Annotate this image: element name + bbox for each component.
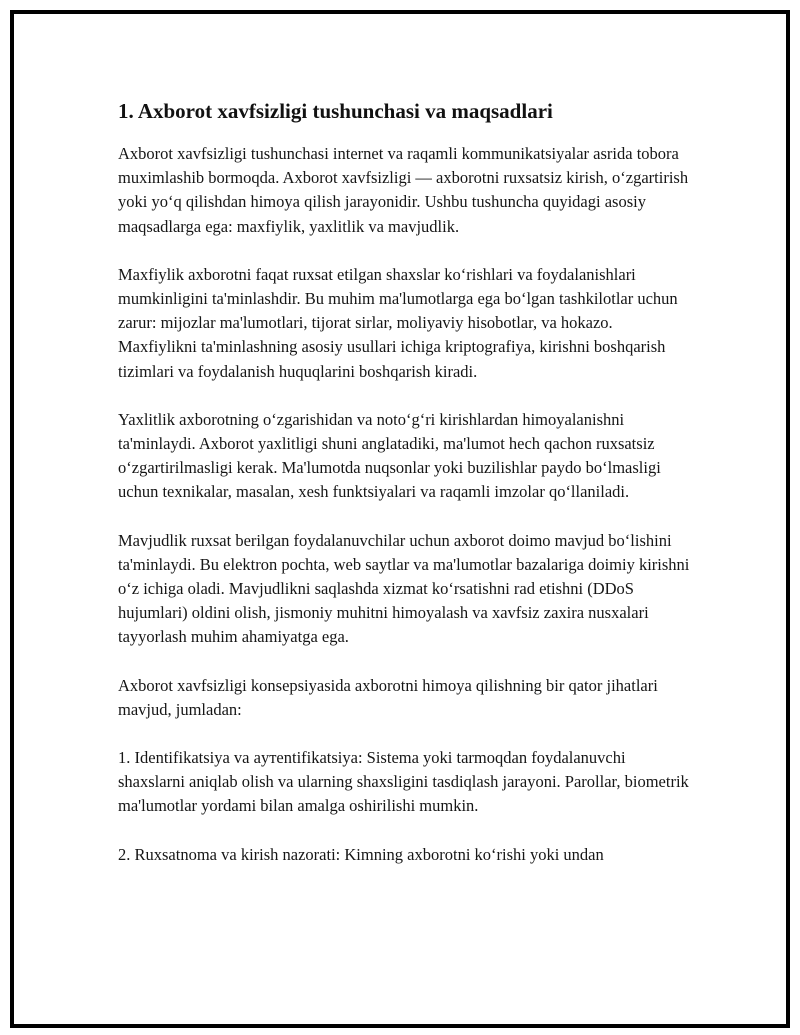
paragraph-aspects-intro: Axborot xavfsizligi konsepsiyasida axborotni himoya qilishning bir qator jihatlari mavjud, jumladan: xyxy=(118,675,658,719)
paragraph-availability: Mavjudlik ruxsat berilgan foydalanuvchilar uchun axborot doimo mavjud boʻlishini ta'minlaydi. Bu elektron pochta, web saytlar va ma'lumotlar bazalariga doimiy kirishni oʻz ichiga oladi. Mavjudlikni saqlashda xizmat koʻrsatishni rad etishni (DDoS hujumlari) oldini olish, jismoniy muhitni himoyalash va xavfsiz zaxira nusxalari tayyorlash muhim ahamiyatga ega. xyxy=(118,530,690,647)
list-item-identification: 1. Identifikatsiya va ayтentifikatsiya: Sistema yoki tarmoqdan foydalanuvchi shaxslarni aniqlab olish va ularning shaxsligini tasdiqlash jarayoni. Parollar, biometrik ma'lumotlar yordami bilan amalga oshirilishi mumkin. xyxy=(118,748,689,816)
document-body xyxy=(118,98,693,867)
paragraph-integrity: Yaxlitlik axborotning oʻzgarishidan va notoʻgʻri kirishlardan himoyalanishni ta'minlaydi. Axborot yaxlitligi shuni anglatadiki, ma'lumot hech qachon ruxsatsiz oʻzgartirilmasligi kerak. Ma'lumotda nuqsonlar yoki buzilishlar paydo boʻlmasligi uchun texnikalar, masalan, xesh funktsiyalari va raqamli imzolar qoʻllaniladi. xyxy=(118,409,661,502)
paragraph-intro: Axborot xavfsizligi tushunchasi internet va raqamli kommunikatsiyalar asrida tobora muximlashib bormoqda. Axborot xavfsizligi — axborotni ruxsatsiz kirish, oʻzgartirish yoki yoʻq qilishdan himoya qilish jarayonidir. Ushbu tushuncha quyidagi asosiy maqsadlarga ega: maxfiylik, yaxlitlik va mavjudlik. xyxy=(118,144,689,236)
list-item-access-control: 2. Ruxsatnoma va kirish nazorati: Kimning axborotni koʻrishi yoki undan xyxy=(118,844,604,864)
section-heading: 1. Axborot xavfsizligi tushunchasi va maqsadlari xyxy=(118,99,553,123)
page-frame xyxy=(10,10,790,1028)
paragraph-confidentiality: Maxfiylik axborotni faqat ruxsat etilgan shaxslar koʻrishlari va foydalanishlari mumkinligini ta'minlashdir. Bu muhim ma'lumotlarga ega boʻlgan tashkilotlar uchun zarur: mijozlar ma'lumotlari, tijorat sirlar, moliyaviy hisobotlar, va hokazo. Maxfiylikni ta'minlashning asosiy usullari ichiga kriptografiya, kirishni boshqarish tizimlari va foydalanish huquqlarini boshqarish kiradi. xyxy=(118,264,678,381)
